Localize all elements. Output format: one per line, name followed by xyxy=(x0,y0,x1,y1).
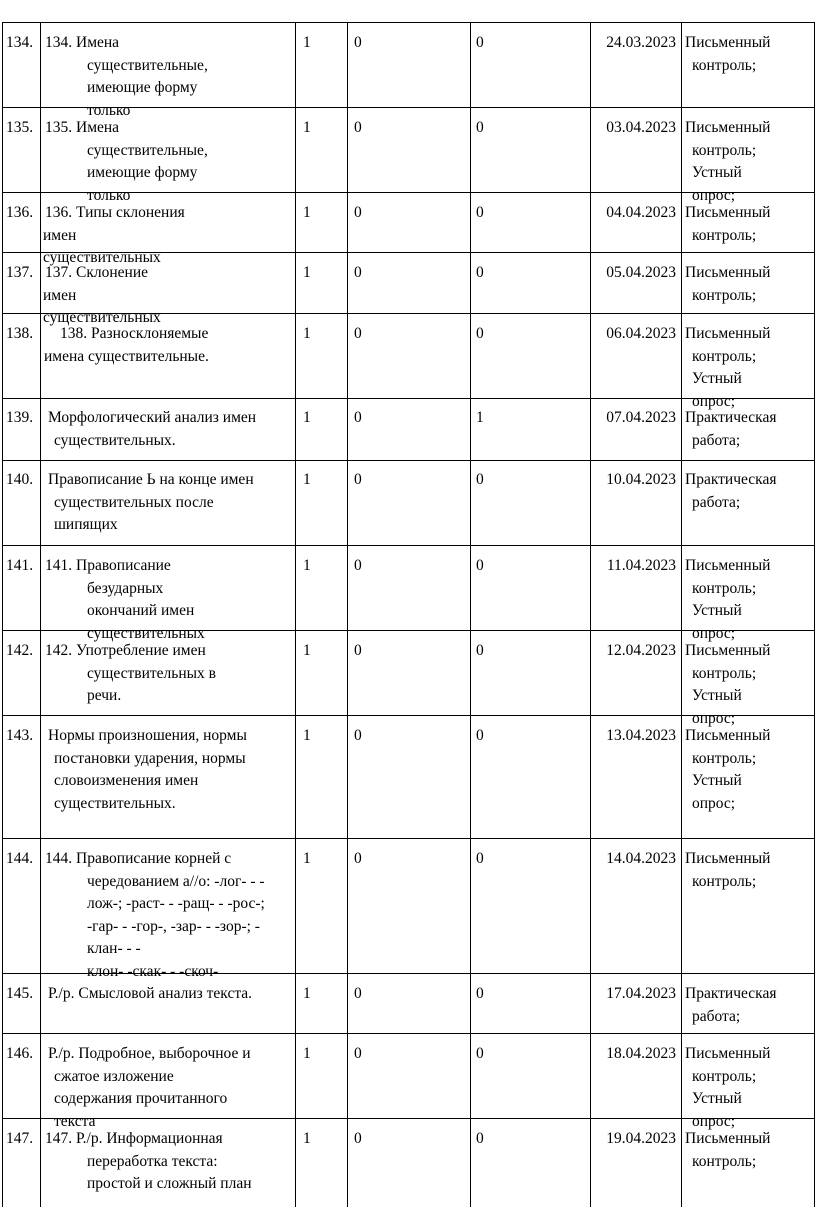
cell-line: 0 xyxy=(476,557,484,574)
cell-line: 137. xyxy=(6,264,34,281)
hours-tests xyxy=(348,399,470,460)
cell-line: 1 xyxy=(303,409,311,426)
cell-line: 0 xyxy=(354,1130,362,1147)
cell-line: 142. Употребление имен xyxy=(45,642,206,659)
cell-line: работа; xyxy=(692,431,741,449)
cell-line: 0 xyxy=(476,642,484,659)
cell-line: 03.04.2023 xyxy=(606,119,676,136)
lesson-topic xyxy=(41,193,295,266)
cell-line: 11.04.2023 xyxy=(606,557,676,574)
control-form xyxy=(682,974,814,1033)
cell-line: имен xyxy=(43,286,77,304)
cell-line: Практическая xyxy=(685,409,777,426)
row-number xyxy=(3,546,40,630)
hours-total xyxy=(296,1119,347,1207)
cell-line: 0 xyxy=(476,850,484,867)
cell-line: сжатое изложение xyxy=(54,1067,174,1085)
cell-line: -гар- - -гор-, -зар- - -зор-; - xyxy=(87,917,260,935)
lesson-date xyxy=(591,839,681,973)
hours-total xyxy=(296,23,347,107)
cell-line: 135. Имена xyxy=(45,119,120,136)
cell-line: Письменный xyxy=(685,204,771,221)
cell-line: контроль; xyxy=(692,347,757,365)
control-form xyxy=(682,631,814,727)
cell-line: 139. xyxy=(6,409,34,426)
cell-line: 140. xyxy=(6,471,34,488)
hours-total xyxy=(296,314,347,398)
hours-practical xyxy=(471,1119,590,1207)
hours-tests xyxy=(348,631,470,715)
cell-line: Устный xyxy=(692,772,742,789)
cell-line: 1 xyxy=(303,264,311,281)
cell-line: 138. Разносклоняемые xyxy=(60,325,209,342)
cell-line: 05.04.2023 xyxy=(606,264,676,281)
cell-line: Письменный xyxy=(685,727,771,744)
control-form xyxy=(682,546,814,642)
lesson-topic xyxy=(41,839,295,980)
cell-line: 1 xyxy=(303,1045,311,1062)
cell-line: только xyxy=(87,101,131,119)
hours-total xyxy=(296,631,347,715)
cell-line: имен xyxy=(43,226,77,244)
hours-practical xyxy=(471,399,590,460)
lesson-date xyxy=(591,1034,681,1118)
hours-tests xyxy=(348,546,470,630)
lesson-date xyxy=(591,974,681,1033)
cell-line: 141. xyxy=(6,557,34,574)
cell-line: существительных xyxy=(87,624,205,642)
lesson-topic xyxy=(41,1034,295,1130)
control-form xyxy=(682,399,814,460)
cell-line: имена существительные. xyxy=(44,347,209,365)
cell-line: работа; xyxy=(692,493,741,511)
cell-line: контроль; xyxy=(692,286,757,304)
cell-line: существительных после xyxy=(54,493,214,511)
cell-line: 0 xyxy=(476,471,484,488)
cell-line: Письменный xyxy=(685,642,771,659)
cell-line: 134. Имена xyxy=(45,34,120,51)
cell-line: постановки ударения, нормы xyxy=(54,749,246,767)
lesson-topic xyxy=(41,314,295,398)
lesson-date xyxy=(591,716,681,838)
cell-line: контроль; xyxy=(692,872,757,890)
hours-tests xyxy=(348,716,470,838)
hours-total xyxy=(296,716,347,838)
cell-line: существительных xyxy=(43,309,161,326)
cell-line: контроль; xyxy=(692,1067,757,1085)
cell-line: 0 xyxy=(354,264,362,281)
cell-line: 0 xyxy=(476,1045,484,1062)
cell-line: 141. Правописание xyxy=(45,557,171,574)
row-number xyxy=(3,23,40,107)
cell-line: Письменный xyxy=(685,264,771,281)
cell-line: 146. xyxy=(6,1045,34,1062)
hours-practical xyxy=(471,461,590,545)
cell-line: 07.04.2023 xyxy=(606,409,676,426)
cell-line: 142. xyxy=(6,642,34,659)
hours-practical xyxy=(471,631,590,715)
lesson-date xyxy=(591,1119,681,1207)
control-form xyxy=(682,108,814,204)
control-form xyxy=(682,461,814,545)
cell-line: 0 xyxy=(354,557,362,574)
cell-line: 14.04.2023 xyxy=(606,850,676,867)
hours-tests xyxy=(348,314,470,398)
cell-line: существительных. xyxy=(54,431,176,449)
hours-total xyxy=(296,1034,347,1118)
lesson-date xyxy=(591,631,681,715)
cell-line: 0 xyxy=(354,471,362,488)
cell-line: 0 xyxy=(354,1045,362,1062)
cell-line: 137. Склонение xyxy=(45,264,148,281)
row-number xyxy=(3,399,40,460)
row-number xyxy=(3,253,40,313)
cell-line: безударных xyxy=(87,579,164,597)
cell-line: Практическая xyxy=(685,471,777,488)
cell-line: Правописание Ь на конце имен xyxy=(48,471,254,488)
cell-line: опрос; xyxy=(692,794,736,812)
cell-line: Морфологический анализ имен xyxy=(48,409,257,426)
hours-practical xyxy=(471,314,590,398)
hours-practical xyxy=(471,839,590,973)
cell-line: 0 xyxy=(476,325,484,342)
cell-line: Письменный xyxy=(685,850,771,867)
cell-line: Письменный xyxy=(685,1130,771,1147)
hours-tests xyxy=(348,1119,470,1207)
cell-line: 19.04.2023 xyxy=(606,1130,676,1147)
row-number xyxy=(3,1119,40,1207)
row-number xyxy=(3,631,40,715)
cell-line: окончаний имен xyxy=(87,602,195,619)
cell-line: 1 xyxy=(303,471,311,488)
cell-line: опрос; xyxy=(692,392,736,410)
lesson-date xyxy=(591,23,681,107)
cell-line: Р./р. Смысловой анализ текста. xyxy=(48,985,253,1002)
cell-line: 0 xyxy=(476,119,484,136)
cell-line: Письменный xyxy=(685,34,771,51)
hours-tests xyxy=(348,23,470,107)
cell-line: существительных. xyxy=(54,794,176,812)
cell-line: 0 xyxy=(354,850,362,867)
cell-line: работа; xyxy=(692,1007,741,1025)
cell-line: 10.04.2023 xyxy=(606,471,676,488)
cell-line: 144. Правописание корней с xyxy=(45,850,232,867)
cell-line: Письменный xyxy=(685,119,771,136)
cell-line: 1 xyxy=(303,204,311,221)
cell-line: клан- - - xyxy=(87,940,141,957)
row-number xyxy=(3,108,40,192)
hours-total xyxy=(296,253,347,313)
cell-line: 147. xyxy=(6,1130,34,1147)
hours-total xyxy=(296,461,347,545)
row-number xyxy=(3,716,40,838)
cell-line: опрос; xyxy=(692,709,736,727)
hours-practical xyxy=(471,193,590,252)
cell-line: 134. xyxy=(6,34,34,51)
control-form xyxy=(682,23,814,107)
hours-total xyxy=(296,108,347,192)
cell-line: 0 xyxy=(476,264,484,281)
cell-line: 1 xyxy=(303,34,311,51)
hours-total xyxy=(296,546,347,630)
cell-line: 138. xyxy=(6,325,34,342)
control-form xyxy=(682,314,814,410)
lesson-topic xyxy=(41,974,295,1033)
cell-line: контроль; xyxy=(692,579,757,597)
hours-total xyxy=(296,974,347,1033)
cell-line: чередованием а//о: -лог- - - xyxy=(87,872,265,890)
cell-line: 13.04.2023 xyxy=(606,727,676,744)
cell-line: 136. Типы склонения xyxy=(45,204,185,221)
hours-tests xyxy=(348,974,470,1033)
cell-line: 0 xyxy=(354,985,362,1002)
cell-line: Письменный xyxy=(685,557,771,574)
cell-line: существительные, xyxy=(87,56,208,74)
cell-line: 0 xyxy=(476,34,484,51)
cell-line: Устный xyxy=(692,602,742,619)
row-number xyxy=(3,974,40,1033)
cell-line: 1 xyxy=(303,557,311,574)
cell-line: 136. xyxy=(6,204,34,221)
cell-line: 0 xyxy=(476,204,484,221)
cell-line: 0 xyxy=(354,409,362,426)
cell-line: 1 xyxy=(476,409,484,426)
hours-practical xyxy=(471,974,590,1033)
cell-line: простой и сложный план xyxy=(87,1175,252,1192)
hours-tests xyxy=(348,1034,470,1118)
hours-practical xyxy=(471,1034,590,1118)
control-form xyxy=(682,193,814,252)
cell-line: существительных xyxy=(43,249,161,266)
cell-line: 145. xyxy=(6,985,34,1002)
cell-line: контроль; xyxy=(692,56,757,74)
lesson-topic xyxy=(41,461,295,545)
cell-line: 147. Р./р. Информационная xyxy=(45,1130,223,1147)
cell-line: 0 xyxy=(476,727,484,744)
cell-line: 0 xyxy=(354,119,362,136)
hours-tests xyxy=(348,461,470,545)
cell-line: Р./р. Подробное, выборочное и xyxy=(48,1045,251,1062)
cell-line: 0 xyxy=(354,727,362,744)
cell-line: 0 xyxy=(476,985,484,1002)
cell-line: Нормы произношения, нормы xyxy=(48,727,247,744)
cell-line: Устный xyxy=(692,687,742,704)
hours-tests xyxy=(348,108,470,192)
row-number xyxy=(3,314,40,398)
cell-line: существительных в xyxy=(87,664,217,682)
cell-line: Письменный xyxy=(685,1045,771,1062)
hours-tests xyxy=(348,839,470,973)
hours-total xyxy=(296,193,347,252)
lesson-date xyxy=(591,546,681,630)
lesson-topic xyxy=(41,631,295,715)
cell-line: имеющие форму xyxy=(87,79,198,96)
cell-line: 1 xyxy=(303,850,311,867)
control-form xyxy=(682,1119,814,1207)
hours-practical xyxy=(471,253,590,313)
cell-line: лож-; -раст- - -ращ- - -рос-; xyxy=(87,895,265,912)
cell-line: 1 xyxy=(303,985,311,1002)
row-number xyxy=(3,1034,40,1118)
row-number xyxy=(3,839,40,973)
cell-line: контроль; xyxy=(692,141,757,159)
cell-line: речи. xyxy=(87,687,122,704)
cell-line: 143. xyxy=(6,727,34,744)
lesson-topic xyxy=(41,253,295,326)
cell-line: содержания прочитанного xyxy=(54,1090,228,1107)
cell-line: 1 xyxy=(303,727,311,744)
row-number xyxy=(3,461,40,545)
hours-practical xyxy=(471,546,590,630)
lesson-topic xyxy=(41,108,295,204)
lesson-topic xyxy=(41,1119,295,1207)
cell-line: Устный xyxy=(692,370,742,387)
cell-line: Практическая xyxy=(685,985,777,1002)
cell-line: переработка текста: xyxy=(87,1152,218,1170)
cell-line: имеющие форму xyxy=(87,164,198,181)
cell-line: контроль; xyxy=(692,749,757,767)
control-form xyxy=(682,716,814,838)
cell-line: Письменный xyxy=(685,325,771,342)
cell-line: Устный xyxy=(692,164,742,181)
cell-line: текста xyxy=(54,1112,96,1130)
cell-line: опрос; xyxy=(692,186,736,204)
cell-line: контроль; xyxy=(692,1152,757,1170)
hours-total xyxy=(296,839,347,973)
hours-total xyxy=(296,399,347,460)
cell-line: 17.04.2023 xyxy=(606,985,676,1002)
lesson-topic xyxy=(41,546,295,642)
hours-tests xyxy=(348,253,470,313)
hours-practical xyxy=(471,108,590,192)
cell-line: 12.04.2023 xyxy=(606,642,676,659)
cell-line: существительные, xyxy=(87,141,208,159)
column-divider xyxy=(814,22,815,1207)
cell-line: словоизменения имен xyxy=(54,772,199,789)
control-form xyxy=(682,1034,814,1130)
cell-line: 144. xyxy=(6,850,34,867)
cell-line: 0 xyxy=(354,34,362,51)
hours-tests xyxy=(348,193,470,252)
lesson-date xyxy=(591,193,681,252)
control-form xyxy=(682,253,814,313)
lesson-date xyxy=(591,399,681,460)
cell-line: шипящих xyxy=(54,516,118,533)
control-form xyxy=(682,839,814,973)
cell-line: 1 xyxy=(303,1130,311,1147)
cell-line: 0 xyxy=(354,642,362,659)
cell-line: 0 xyxy=(354,325,362,342)
cell-line: 0 xyxy=(476,1130,484,1147)
lesson-topic xyxy=(41,399,295,460)
cell-line: контроль; xyxy=(692,226,757,244)
lesson-date xyxy=(591,253,681,313)
cell-line: 06.04.2023 xyxy=(606,325,676,342)
lesson-topic xyxy=(41,23,295,119)
lesson-date xyxy=(591,108,681,192)
lesson-date xyxy=(591,461,681,545)
cell-line: 135. xyxy=(6,119,34,136)
cell-line: 1 xyxy=(303,325,311,342)
cell-line: опрос; xyxy=(692,624,736,642)
cell-line: 04.04.2023 xyxy=(606,204,676,221)
cell-line: клон- -скак- - -скоч- xyxy=(87,962,219,980)
hours-practical xyxy=(471,716,590,838)
lesson-date xyxy=(591,314,681,398)
cell-line: опрос; xyxy=(692,1112,736,1130)
cell-line: 24.03.2023 xyxy=(606,34,676,51)
cell-line: Устный xyxy=(692,1090,742,1107)
row-number xyxy=(3,193,40,252)
cell-line: 18.04.2023 xyxy=(606,1045,676,1062)
cell-line: 1 xyxy=(303,642,311,659)
cell-line: 1 xyxy=(303,119,311,136)
cell-line: 0 xyxy=(354,204,362,221)
cell-line: только xyxy=(87,186,131,204)
hours-practical xyxy=(471,23,590,107)
cell-line: контроль; xyxy=(692,664,757,682)
lesson-topic xyxy=(41,716,295,838)
